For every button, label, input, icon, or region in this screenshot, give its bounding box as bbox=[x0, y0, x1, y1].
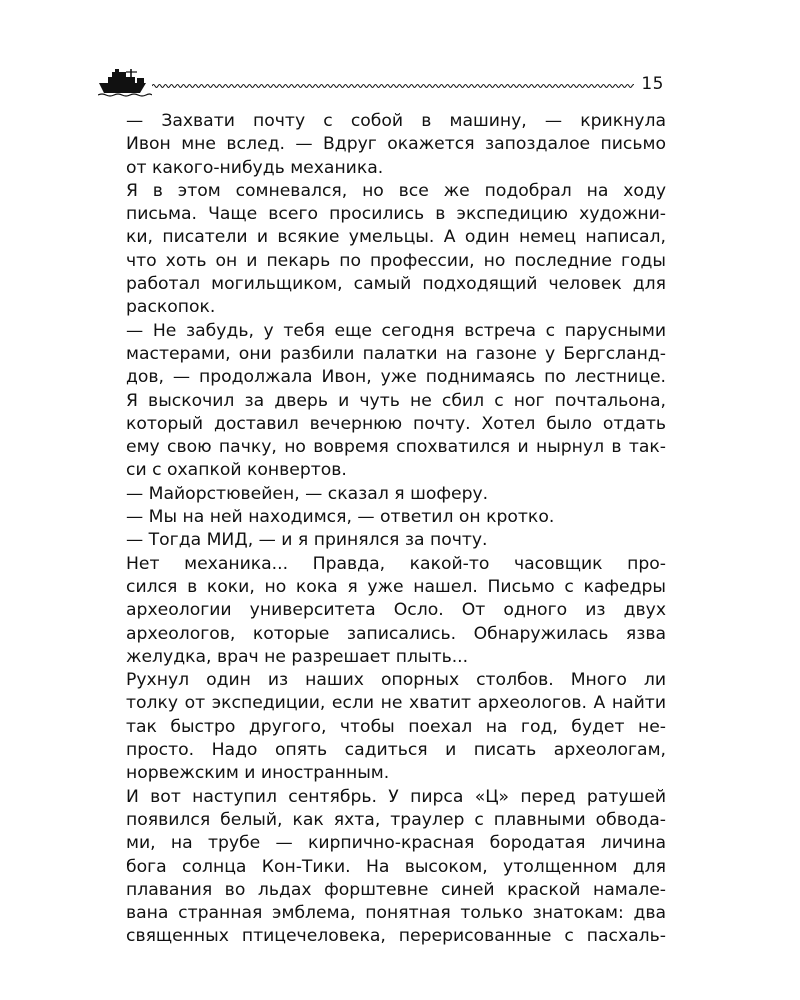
text-line: который доставил вечернюю почту. Хотел было отдать bbox=[126, 413, 666, 434]
text-line: Я выскочил за дверь и чуть не сбил с ног почтальона, bbox=[126, 390, 666, 411]
text-line: так быстро другого, чтобы поехал на год, будет не- bbox=[126, 716, 666, 737]
text-line: письма. Чаще всего просились в экспедицию художни- bbox=[126, 204, 666, 225]
text-line: ему свою пачку, но вовремя спохватился и нырнул в так- bbox=[126, 437, 666, 458]
text-line: от какого-нибудь механика. bbox=[126, 157, 384, 178]
text-line: мастерами, они разбили палатки на газоне у Бергсланд- bbox=[126, 343, 666, 364]
body-text bbox=[126, 110, 666, 949]
text-line: священных птицечеловека, перерисованные с пасхаль- bbox=[126, 926, 666, 947]
text-line: — Захвати почту с собой в машину, — крикнула bbox=[126, 111, 666, 131]
text-line: ки, писатели и всякие умельцы. А один немец написал, bbox=[126, 227, 666, 248]
text-line: — Тогда МИД, — и я принялся за почту. bbox=[126, 530, 488, 551]
text-line: ми, на трубе — кирпично-красная бородатая личина bbox=[126, 833, 666, 854]
text-line: — Мы на ней находимся, — ответил он кротко. bbox=[126, 507, 555, 528]
text-line: просто. Надо опять садиться и писать археологам, bbox=[126, 740, 666, 761]
page-number: 15 bbox=[641, 74, 664, 94]
text-line: сился в коки, но кока я уже нашел. Письмо с кафедры bbox=[126, 576, 666, 597]
text-line: Я в этом сомневался, но все же подобрал на ходу bbox=[126, 180, 666, 201]
text-line: Рухнул один из наших опорных столбов. Много ли bbox=[126, 670, 666, 691]
ship-icon bbox=[98, 66, 152, 98]
page-header bbox=[98, 66, 668, 100]
text-line: си с охапкой конвертов. bbox=[126, 460, 347, 481]
text-line: И вот наступил сентябрь. У пирса «Ц» перед ратушей bbox=[126, 786, 666, 807]
text-line: — Не забудь, у тебя еще сегодня встреча с парусными bbox=[126, 320, 666, 341]
wave-rule bbox=[152, 82, 634, 90]
text-line: археологов, которые записались. Обнаружилась язва bbox=[126, 623, 666, 644]
text-line: Ивон мне вслед. — Вдруг окажется запоздалое письмо bbox=[126, 134, 666, 155]
text-line: норвежским и иностранным. bbox=[126, 763, 390, 784]
text-line: работал могильщиком, самый подходящий человек для bbox=[126, 274, 666, 295]
text-line: Нет механика... Правда, какой-то часовщик про- bbox=[126, 553, 666, 574]
text-line: — Майорстювейен, — сказал я шоферу. bbox=[126, 483, 489, 504]
text-line: толку от экспедиции, если не хватит археологов. А найти bbox=[126, 693, 666, 714]
text-line: появился белый, как яхта, траулер с плавными обвода- bbox=[126, 809, 666, 830]
text-line: бога солнца Кон-Тики. На высоком, утолщенном для bbox=[126, 856, 666, 877]
text-line: вана странная эмблема, понятная только знатокам: два bbox=[126, 903, 666, 924]
text-line: плавания во льдах форштевне синей краской намале- bbox=[126, 879, 666, 900]
text-line: дов, — продолжала Ивон, уже поднимаясь по лестнице. bbox=[126, 367, 666, 388]
text-line: желудка, врач не разрешает плыть... bbox=[126, 646, 469, 667]
text-line: что хоть он и пекарь по профессии, но последние годы bbox=[126, 250, 666, 271]
text-line: раскопок. bbox=[126, 297, 216, 318]
text-line: археологии университета Осло. От одного из двух bbox=[126, 600, 666, 621]
